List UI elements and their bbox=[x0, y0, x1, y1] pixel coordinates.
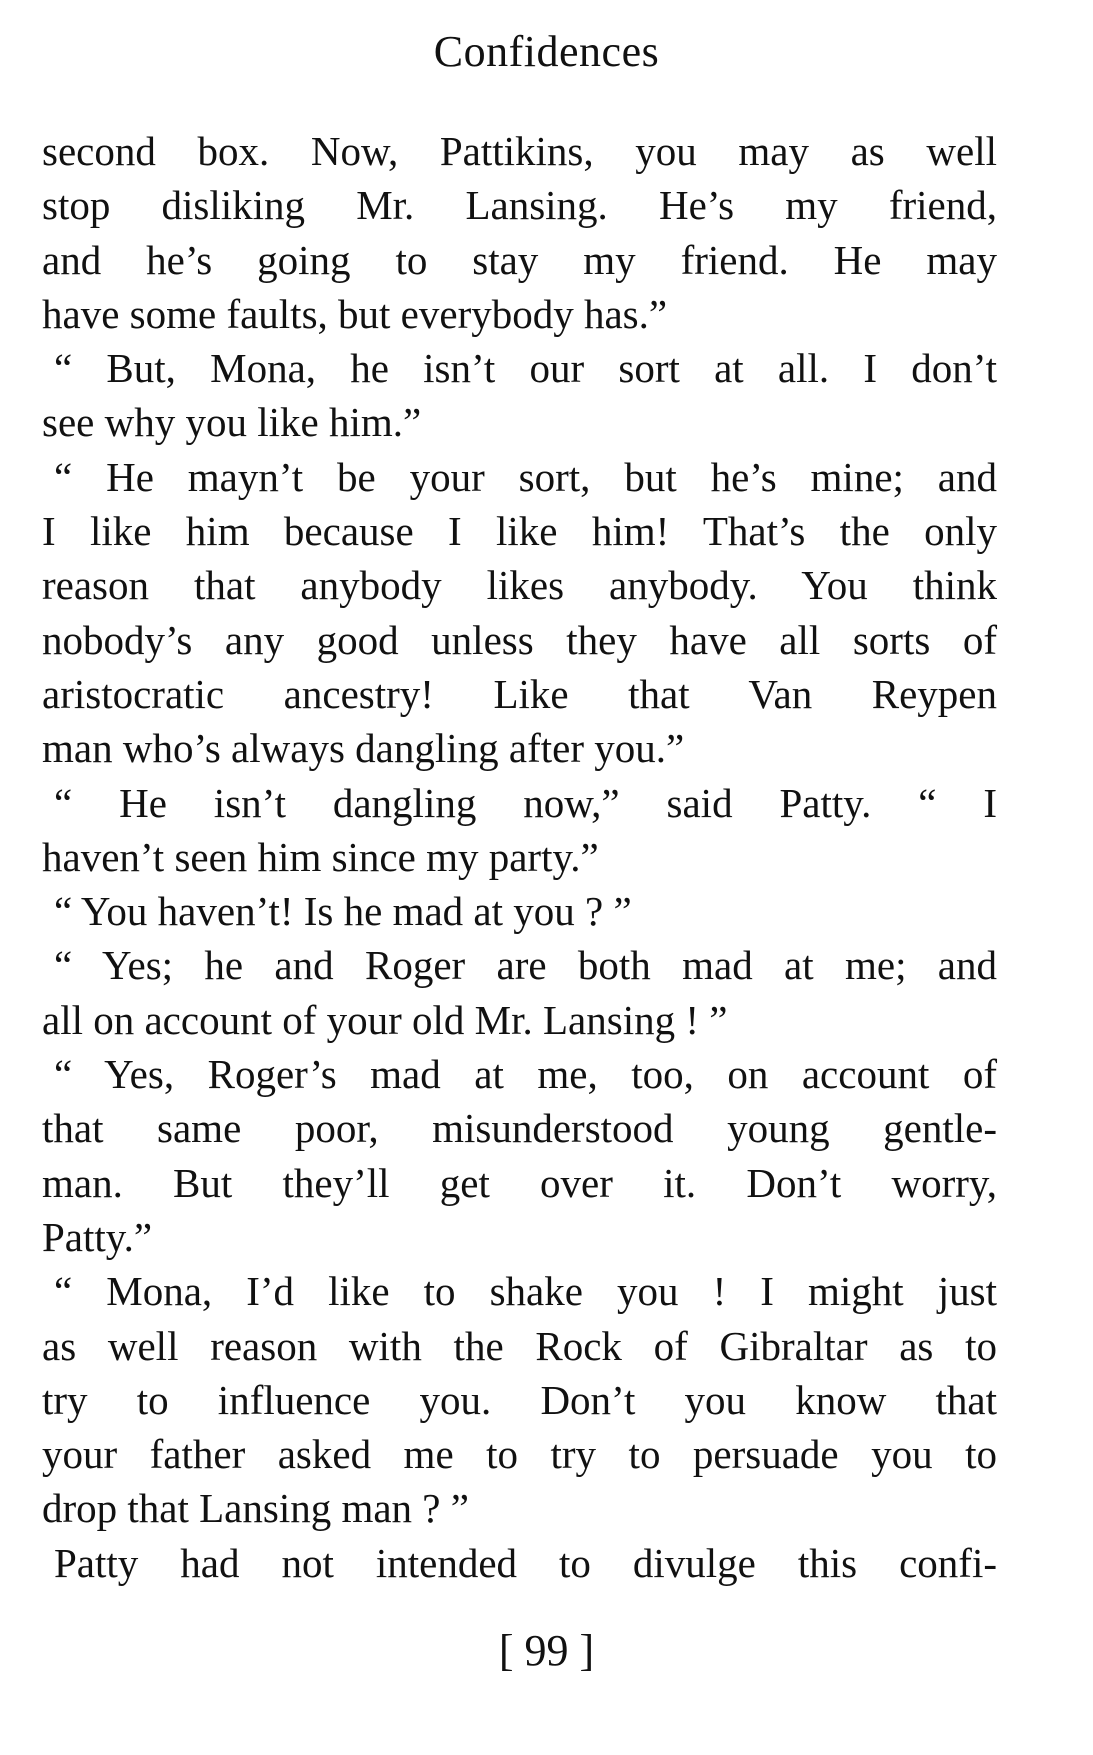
text-line: “ He isn’t dangling now,” said Patty. “ I bbox=[54, 779, 997, 826]
text-line: “ But, Mona, he isn’t our sort at all. I don’t bbox=[54, 345, 997, 392]
text-line: your father asked me to try to persuade you to bbox=[42, 1431, 997, 1478]
text-line: I like him because I like him! That’s the only bbox=[42, 508, 997, 555]
running-head: Confidences bbox=[433, 27, 660, 76]
text-line: see why you like him.” bbox=[42, 399, 422, 446]
text-line: Patty had not intended to divulge this confi- bbox=[54, 1539, 997, 1586]
text-line: try to influence you. Don’t you know that bbox=[42, 1376, 997, 1423]
text-line: that same poor, misunderstood young gentle- bbox=[42, 1105, 997, 1152]
text-line: Patty.” bbox=[42, 1213, 153, 1260]
text-line: second box. Now, Pattikins, you may as well bbox=[42, 128, 997, 174]
page-number: [ 99 ] bbox=[498, 1626, 595, 1675]
text-line: man. But they’ll get over it. Don’t worry, bbox=[42, 1159, 997, 1206]
text-line: drop that Lansing man ? ” bbox=[42, 1485, 469, 1532]
text-line: “ Yes, Roger’s mad at me, too, on account of bbox=[54, 1051, 997, 1098]
text-line: as well reason with the Rock of Gibraltar as to bbox=[42, 1322, 997, 1369]
text-line: stop disliking Mr. Lansing. He’s my friend, bbox=[42, 182, 997, 229]
text-line: reason that anybody likes anybody. You think bbox=[42, 562, 997, 609]
text-line: “ He mayn’t be your sort, but he’s mine; and bbox=[54, 453, 997, 500]
text-line: all on account of your old Mr. Lansing ! ” bbox=[42, 996, 728, 1043]
text-line: nobody’s any good unless they have all sorts of bbox=[42, 616, 997, 663]
text-line: “ Yes; he and Roger are both mad at me; and bbox=[54, 942, 997, 989]
text-line: “ You haven’t! Is he mad at you ? ” bbox=[54, 888, 632, 935]
text-line: man who’s always dangling after you.” bbox=[42, 725, 685, 772]
text-line: have some faults, but everybody has.” bbox=[42, 290, 668, 337]
text-line: haven’t seen him since my party.” bbox=[42, 833, 599, 880]
text-line: and he’s going to stay my friend. He may bbox=[42, 236, 997, 283]
text-line: “ Mona, I’d like to shake you ! I might just bbox=[54, 1268, 997, 1315]
body-text bbox=[42, 124, 997, 1590]
text-line: aristocratic ancestry! Like that Van Reypen bbox=[42, 670, 997, 717]
